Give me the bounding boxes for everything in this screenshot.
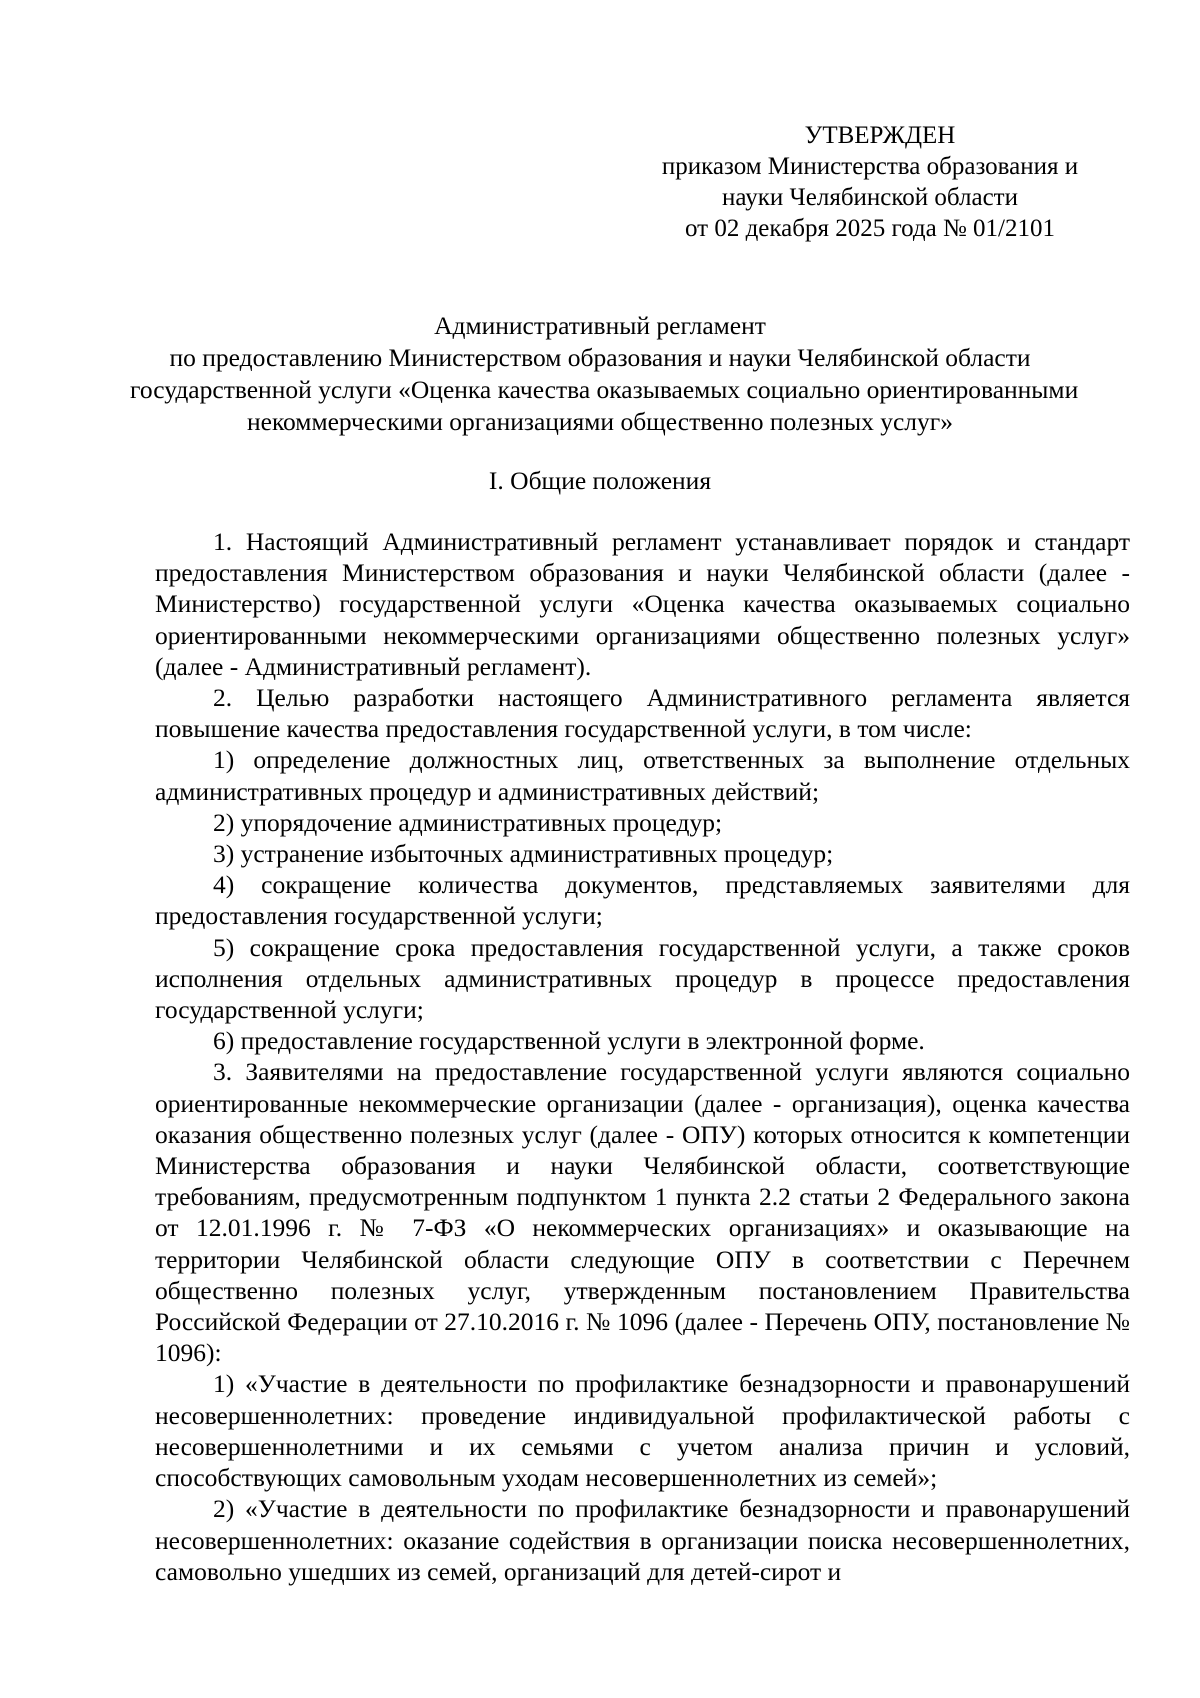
body-paragraph: 6) предоставление государственной услуги в электронной форме.: [213, 1026, 925, 1056]
body-paragraph: 3. Заявителями на предоставление государственной услуги являются социально ориентированные некоммерческие организации (далее - организация), оценка качества оказания общественно полезных услуг (далее - ОПУ) которых относится к компетенции Министерства образования и науки Челябинской области, соответствующие требованиям, предусмотренным подпунктом 1 пункта 2.2 статьи 2 Федерального закона от 12.01.1996 г. № 7-ФЗ «О некоммерческих организациях» и оказывающие на территории Челябинской области следующие ОПУ в соответствии с Перечнем общественно полезных услуг, утвержденным постановлением Правительства Российской Федерации от 27.10.2016 г. № 1096 (далее - Перечень ОПУ, постановление № 1096):: [155, 1057, 1130, 1368]
document-title-line: по предоставлению Министерством образования и науки Челябинской области: [169, 343, 1031, 372]
body-paragraph: 4) сокращение количества документов, представляемых заявителями для предоставления государственной услуги;: [155, 870, 1130, 931]
body-paragraph: 2) «Участие в деятельности по профилактике безнадзорности и правонарушений несовершеннолетних: оказание содействия в организации поиска несовершеннолетних, самовольно ушедших из семей, организаций для детей-сирот и: [155, 1494, 1130, 1586]
body-paragraph: 1) определение должностных лиц, ответственных за выполнение отдельных административных процедур и административных действий;: [155, 745, 1130, 806]
approval-line: приказом Министерства образования и: [661, 153, 1079, 180]
body-paragraph: 5) сокращение срока предоставления государственной услуги, а также сроков исполнения отдельных административных процедур в процессе предоставления государственной услуги;: [155, 932, 1130, 1025]
document-title: [130, 310, 1079, 438]
approval-title: УТВЕРЖДЕН: [804, 122, 956, 149]
document-body: [155, 526, 1130, 1587]
body-paragraph: 1. Настоящий Административный регламент устанавливает порядок и стандарт предоставления Министерством образования и науки Челябинской области (далее - Министерство) государственной услуги «Оценка качества оказываемых социально ориентированными некоммерческими организациями общественно полезных услуг» (далее - Административный регламент).: [155, 527, 1130, 681]
approval-line: науки Челябинской области: [722, 184, 1018, 211]
body-paragraph: 1) «Участие в деятельности по профилактике безнадзорности и правонарушений несовершеннолетних: проведение индивидуальной профилактической работы с несовершеннолетними и их семьями с учетом анализа причин и условий, способствующих самовольным уходам несовершеннолетних из семей»;: [155, 1369, 1130, 1493]
document-title-line: государственной услуги «Оценка качества оказываемых социально ориентированными: [130, 375, 1079, 404]
document-title-line: Административный регламент: [434, 311, 766, 340]
section-heading: I. Общие положения: [488, 466, 712, 495]
approval-date-line: от 02 декабря 2025 года № 01/2101: [684, 215, 1056, 242]
body-paragraph: 2. Целью разработки настоящего Административного регламента является повышение качества предоставления государственной услуги, в том числе:: [155, 683, 1130, 744]
document-title-line: некоммерческими организациями общественно полезных услуг»: [246, 407, 953, 436]
body-paragraph: 3) устранение избыточных административных процедур;: [213, 839, 834, 869]
body-paragraph: 2) упорядочение административных процедур;: [213, 807, 723, 837]
approval-stamp: [620, 120, 1120, 244]
